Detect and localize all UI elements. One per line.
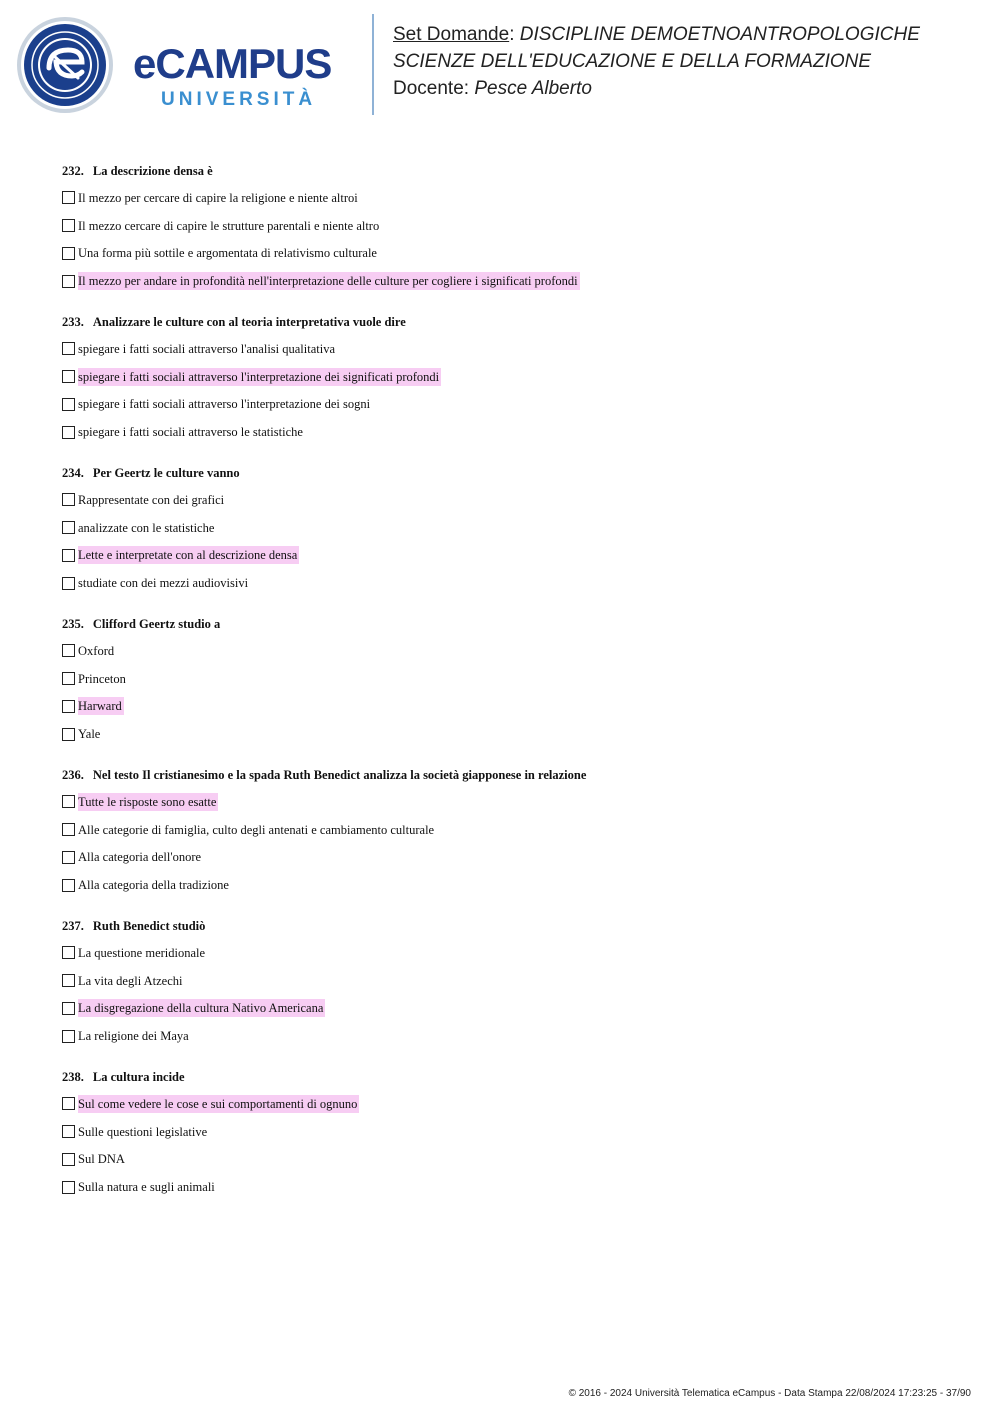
ecampus-brand-subtitle: UNIVERSITÀ (161, 89, 317, 110)
answer-option[interactable] (62, 821, 942, 839)
answer-text-correct: Sul come vedere le cose e sui comportamenti di ognuno (78, 1096, 358, 1111)
question-block (62, 314, 942, 441)
answer-checkbox[interactable] (62, 493, 75, 506)
question-title (62, 465, 942, 481)
question-text: La descrizione densa è (92, 164, 213, 178)
answer-text: La vita degli Atzechi (78, 973, 183, 988)
answer-option[interactable] (62, 725, 942, 743)
answer-checkbox[interactable] (62, 398, 75, 411)
answer-option[interactable] (62, 1095, 942, 1113)
teacher-name: Pesce Alberto (474, 78, 592, 99)
answer-option[interactable] (62, 944, 942, 962)
answer-checkbox[interactable] (62, 700, 75, 713)
question-title (62, 163, 942, 179)
answer-option[interactable] (62, 340, 942, 358)
subject-line-1: DISCIPLINE DEMOETNOANTROPOLOGICHE (519, 24, 920, 45)
answer-option[interactable] (62, 642, 942, 660)
question-block (62, 918, 942, 1045)
question-number: 233. (62, 315, 84, 329)
answer-text: Il mezzo per cercare di capire la religione e niente altroi (78, 190, 358, 205)
answer-checkbox[interactable] (62, 879, 75, 892)
page-footer: © 2016 - 2024 Università Telematica eCampus - Data Stampa 22/08/2024 17:23:25 - 37/90 (568, 1388, 971, 1399)
answer-option[interactable] (62, 1027, 942, 1045)
answer-text-correct: Tutte le risposte sono esatte (78, 794, 217, 809)
question-block (62, 616, 942, 743)
answer-text: La questione meridionale (78, 945, 206, 960)
header-divider (372, 14, 374, 115)
answer-text: La religione dei Maya (78, 1029, 189, 1044)
answer-text: Alla categoria dell'onore (78, 850, 202, 865)
question-number: 236. (62, 768, 84, 782)
answer-option[interactable] (62, 999, 942, 1017)
answer-option[interactable] (62, 272, 942, 290)
question-number: 237. (62, 919, 84, 933)
answer-option[interactable] (62, 574, 942, 592)
answer-text: spiegare i fatti sociali attraverso l'interpretazione dei sogni (78, 397, 371, 412)
answer-text: Alle categorie di famiglia, culto degli antenati e cambiamento culturale (78, 822, 435, 837)
answer-checkbox[interactable] (62, 823, 75, 836)
answer-checkbox[interactable] (62, 342, 75, 355)
answer-text: Sul DNA (78, 1152, 125, 1167)
teacher-label: Docente: (393, 78, 470, 99)
answer-checkbox[interactable] (62, 1030, 75, 1043)
ecampus-seal-logo (16, 16, 114, 114)
answer-option[interactable] (62, 546, 942, 564)
question-title (62, 1069, 942, 1085)
answer-option[interactable] (62, 697, 942, 715)
question-text: Per Geertz le culture vanno (92, 466, 240, 480)
answer-text: Una forma più sottile e argomentata di relativismo culturale (78, 246, 377, 261)
teacher-line (393, 75, 920, 102)
answer-option[interactable] (62, 793, 942, 811)
answer-text-correct: Harward (78, 699, 122, 714)
answer-text: analizzate con le statistiche (78, 520, 215, 535)
answer-checkbox[interactable] (62, 275, 75, 288)
question-number: 238. (62, 1070, 84, 1084)
answer-option[interactable] (62, 189, 942, 207)
answer-checkbox[interactable] (62, 1097, 75, 1110)
answer-option[interactable] (62, 848, 942, 866)
answer-text-correct: Il mezzo per andare in profondità nell'interpretazione delle culture per cogliere i significati profondi (78, 274, 578, 289)
question-number: 232. (62, 164, 84, 178)
question-block (62, 163, 942, 290)
set-domande-label: Set Domande (393, 24, 510, 45)
ecampus-brand-wordmark: eCAMPUS (133, 40, 332, 87)
question-text: Clifford Geertz studio a (92, 617, 221, 631)
answer-text: Yale (78, 727, 101, 742)
answer-option[interactable] (62, 217, 942, 235)
answer-option[interactable] (62, 368, 942, 386)
answer-text-correct: spiegare i fatti sociali attraverso l'interpretazione dei significati profondi (78, 369, 440, 384)
question-number: 234. (62, 466, 84, 480)
question-text: Ruth Benedict studiò (92, 919, 206, 933)
answer-checkbox[interactable] (62, 946, 75, 959)
answer-checkbox[interactable] (62, 1125, 75, 1138)
subject-line-2: SCIENZE DELL'EDUCAZIONE E DELLA FORMAZIONE (393, 51, 872, 72)
answer-checkbox[interactable] (62, 247, 75, 260)
answer-text: studiate con dei mezzi audiovisivi (78, 576, 249, 591)
answer-text: Rappresentate con dei grafici (78, 492, 225, 507)
question-block (62, 465, 942, 592)
answer-text: Il mezzo cercare di capire le strutture parentali e niente altro (78, 218, 380, 233)
set-domande-line: Set Domande: DISCIPLINE DEMOETNOANTROPOLOGICHE (393, 24, 920, 45)
question-block (62, 767, 942, 894)
answer-text-correct: Lette e interpretate con al descrizione densa (78, 548, 298, 563)
question-text: La cultura incide (92, 1070, 185, 1084)
answer-option[interactable] (62, 244, 942, 262)
answer-checkbox[interactable] (62, 728, 75, 741)
answer-option[interactable] (62, 1123, 942, 1141)
answer-option[interactable] (62, 670, 942, 688)
answer-option[interactable] (62, 1150, 942, 1168)
answer-text: Sulle questioni legislative (78, 1124, 208, 1139)
answer-checkbox[interactable] (62, 851, 75, 864)
answer-option[interactable] (62, 519, 942, 537)
answer-text: Alla categoria della tradizione (78, 878, 229, 893)
answer-checkbox[interactable] (62, 370, 75, 383)
answer-checkbox[interactable] (62, 672, 75, 685)
answer-checkbox[interactable] (62, 219, 75, 232)
answer-text: Princeton (78, 671, 126, 686)
answer-text: Oxford (78, 643, 115, 658)
answer-checkbox[interactable] (62, 1153, 75, 1166)
question-number: 235. (62, 617, 84, 631)
answer-option[interactable] (62, 1178, 942, 1196)
answer-checkbox[interactable] (62, 1181, 75, 1194)
answer-text: spiegare i fatti sociali attraverso le statistiche (78, 425, 303, 440)
header-info (393, 21, 920, 102)
question-title (62, 767, 942, 783)
answer-option[interactable] (62, 491, 942, 509)
answer-option[interactable] (62, 395, 942, 413)
question-title (62, 918, 942, 934)
answer-checkbox[interactable] (62, 644, 75, 657)
question-title (62, 314, 942, 330)
answer-checkbox[interactable] (62, 549, 75, 562)
answer-text-correct: La disgregazione della cultura Nativo Americana (78, 1001, 324, 1016)
answer-checkbox[interactable] (62, 974, 75, 987)
answer-checkbox[interactable] (62, 521, 75, 534)
answer-checkbox[interactable] (62, 577, 75, 590)
answer-option[interactable] (62, 972, 942, 990)
answer-text: spiegare i fatti sociali attraverso l'analisi qualitativa (78, 341, 336, 356)
answer-checkbox[interactable] (62, 1002, 75, 1015)
answer-checkbox[interactable] (62, 795, 75, 808)
answer-text: Sulla natura e sugli animali (78, 1180, 215, 1195)
question-text: Nel testo Il cristianesimo e la spada Ruth Benedict analizza la società giapponese in relazione (92, 768, 587, 782)
answer-option[interactable] (62, 876, 942, 894)
question-text: Analizzare le culture con al teoria interpretativa vuole dire (92, 315, 406, 329)
answer-checkbox[interactable] (62, 426, 75, 439)
question-block (62, 1069, 942, 1196)
answer-checkbox[interactable] (62, 191, 75, 204)
answer-option[interactable] (62, 423, 942, 441)
question-title (62, 616, 942, 632)
